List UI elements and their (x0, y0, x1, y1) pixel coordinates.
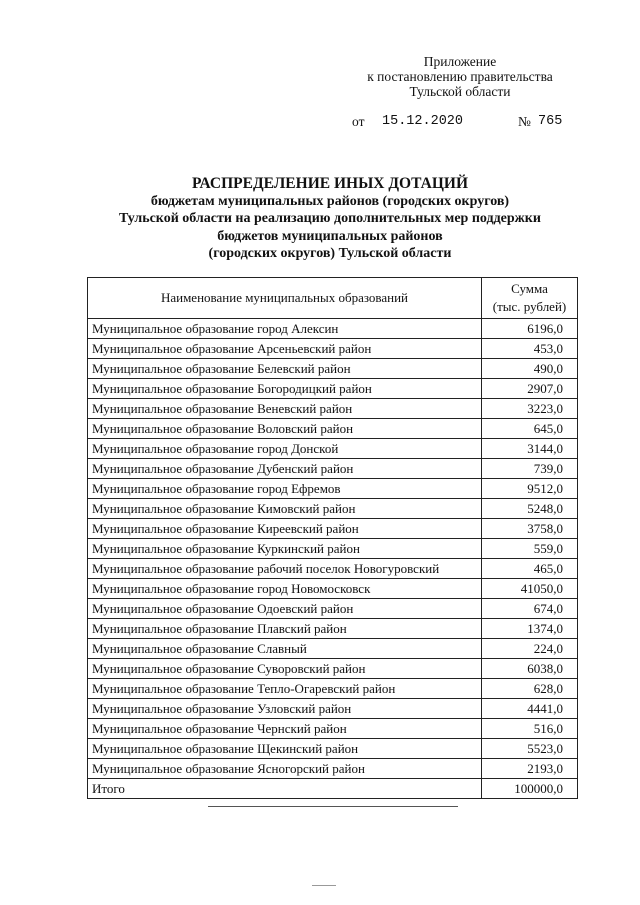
row-name: Муниципальное образование Белевский район (88, 359, 482, 379)
row-name: Муниципальное образование Дубенский район (88, 459, 482, 479)
table-row (88, 619, 578, 639)
row-name: Муниципальное образование Славный (88, 639, 482, 659)
table-row (88, 439, 578, 459)
row-name: Муниципальное образование Киреевский район (88, 519, 482, 539)
table-row (88, 599, 578, 619)
row-sum: 3758,0 (482, 519, 578, 539)
row-name: Муниципальное образование Щекинский район (88, 739, 482, 759)
title-line-4: бюджетов муниципальных районов (217, 228, 443, 244)
row-sum: 6038,0 (482, 659, 578, 679)
table-row (88, 339, 578, 359)
row-sum: 2193,0 (482, 759, 578, 779)
table-header-row (88, 278, 578, 319)
row-name: Муниципальное образование рабочий поселок Новогуровский (88, 559, 482, 579)
row-name: Муниципальное образование Тепло-Огаревский район (88, 679, 482, 699)
row-sum: 516,0 (482, 719, 578, 739)
header-sum-line1: Сумма (511, 281, 548, 296)
table-row (88, 699, 578, 719)
table-row (88, 479, 578, 499)
document-title (60, 175, 600, 263)
row-name: Муниципальное образование Плавский район (88, 619, 482, 639)
header-sum-line2: (тыс. рублей) (492, 299, 567, 314)
appendix-decree-ref: к постановлению правительства (367, 69, 553, 84)
row-sum: 224,0 (482, 639, 578, 659)
row-name: Муниципальное образование город Донской (88, 439, 482, 459)
decree-from-label: от (352, 114, 365, 129)
table-row (88, 679, 578, 699)
row-name: Муниципальное образование Узловский район (88, 699, 482, 719)
row-name: Муниципальное образование Одоевский район (88, 599, 482, 619)
row-sum: 465,0 (482, 559, 578, 579)
table-row (88, 539, 578, 559)
row-name: Муниципальное образование Ясногорский район (88, 759, 482, 779)
page-mark (312, 885, 336, 886)
row-sum: 739,0 (482, 459, 578, 479)
header-name: Наименование муниципальных образований (88, 278, 482, 319)
table-row (88, 399, 578, 419)
table-row (88, 639, 578, 659)
appendix-header (340, 54, 580, 99)
row-name: Муниципальное образование Чернский район (88, 719, 482, 739)
row-name: Муниципальное образование Богородицкий район (88, 379, 482, 399)
row-name: Муниципальное образование Арсеньевский район (88, 339, 482, 359)
row-name: Муниципальное образование Кимовский район (88, 499, 482, 519)
title-line-2: бюджетам муниципальных районов (городских округов) (150, 193, 510, 209)
table-row (88, 579, 578, 599)
allocation-table (87, 277, 578, 799)
appendix-region: Тульской области (409, 84, 511, 99)
title-line-5: (городских округов) Тульской области (208, 246, 452, 261)
row-name: Муниципальное образование Куркинский район (88, 539, 482, 559)
table-row (88, 719, 578, 739)
decree-number: 765 (538, 114, 563, 129)
row-name: Муниципальное образование город Ефремов (88, 479, 482, 499)
row-sum: 2907,0 (482, 379, 578, 399)
table-row (88, 319, 578, 339)
row-sum: 453,0 (482, 339, 578, 359)
row-sum: 1374,0 (482, 619, 578, 639)
row-sum: 4441,0 (482, 699, 578, 719)
table-body (88, 319, 578, 779)
table-row (88, 419, 578, 439)
row-sum: 645,0 (482, 419, 578, 439)
row-sum: 628,0 (482, 679, 578, 699)
table-row (88, 379, 578, 399)
row-name: Муниципальное образование Воловский район (88, 419, 482, 439)
decree-number-label: № (518, 114, 531, 129)
table-row (88, 559, 578, 579)
row-sum: 490,0 (482, 359, 578, 379)
table-row (88, 659, 578, 679)
table-total-row (88, 779, 578, 799)
row-name: Муниципальное образование город Новомосковск (88, 579, 482, 599)
table-row (88, 359, 578, 379)
row-name: Муниципальное образование Веневский район (88, 399, 482, 419)
row-sum: 5523,0 (482, 739, 578, 759)
table-row (88, 519, 578, 539)
table-row (88, 759, 578, 779)
row-name: Муниципальное образование город Алексин (88, 319, 482, 339)
row-sum: 6196,0 (482, 319, 578, 339)
table-row (88, 499, 578, 519)
table-row (88, 459, 578, 479)
total-label: Итого (88, 779, 482, 799)
row-sum: 559,0 (482, 539, 578, 559)
decree-date: 15.12.2020 (382, 114, 464, 129)
appendix-title: Приложение (423, 54, 497, 69)
row-sum: 9512,0 (482, 479, 578, 499)
row-sum: 674,0 (482, 599, 578, 619)
title-main: РАСПРЕДЕЛЕНИЕ ИНЫХ ДОТАЦИЙ (191, 175, 469, 192)
row-sum: 5248,0 (482, 499, 578, 519)
footer-rule (208, 806, 458, 807)
table-row (88, 739, 578, 759)
title-line-3: Тульской области на реализацию дополнительных мер поддержки (119, 211, 541, 226)
header-sum (482, 278, 578, 319)
row-sum: 3144,0 (482, 439, 578, 459)
row-sum: 41050,0 (482, 579, 578, 599)
row-name: Муниципальное образование Суворовский район (88, 659, 482, 679)
total-sum: 100000,0 (482, 779, 578, 799)
row-sum: 3223,0 (482, 399, 578, 419)
